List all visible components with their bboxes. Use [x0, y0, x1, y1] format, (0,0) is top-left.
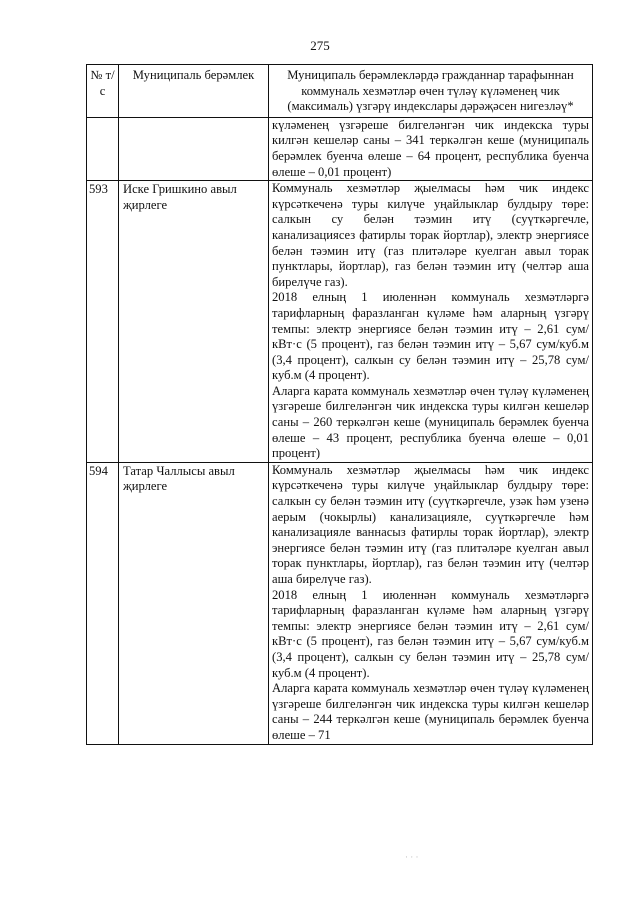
row-municipality [119, 117, 269, 180]
row-index-text [269, 117, 593, 180]
row-municipality: Иске Гришкино авыл җирлеге [119, 181, 269, 463]
table-header-row [87, 65, 593, 118]
scan-speckle: · · · [405, 852, 419, 862]
paragraph: 2018 елның 1 июленнән коммуналь хезмәтләргә тарифларның фаразланган күләме һәм аларның үзгәрү темпы: электр энергиясе белән тәэмин итү – 2,61 сум/кВт·с (5 процент), газ белән тәэмин итү – 5,67 сум/куб.м (3,4 процент), салкын су белән тәэмин итү – 25,78 сум/куб.м (4 процент). [272, 587, 589, 680]
table-row [87, 117, 593, 180]
paragraph: 2018 елның 1 июленнән коммуналь хезмәтләргә тарифларның фаразланган күләме һәм аларның үзгәрү темпы: электр энергиясе белән тәэмин итү – 2,61 сум/кВт·с (5 процент), газ белән тәэмин итү – 5,67 сум/куб.м (3,4 процент), салкын су белән тәэмин итү – 25,78 сум/куб.м (4 процент). [272, 290, 589, 383]
paragraph: Аларга карата коммуналь хезмәтләр өчен түләү күләменең үзгәреше билгеләнгән чик индекска туры килгән кешеләр саны – 260 теркәлгән кеше (муниципаль берәмлек буенча өлеше – 43 процент, республика буенча өлеше – 0,01 процент) [272, 383, 589, 461]
paragraph: күләменең үзгәреше билгеләнгән чик индекска туры килгән кешеләр саны – 341 теркәлгән кеше (муниципаль берәмлек буенча өлеше – 64 процент, республика буенча өлеше – 0,01 процент) [272, 117, 589, 179]
header-index-justification: Муниципаль берәмлекләрдә гражданнар тарафыннан коммуналь хезмәтләр өчен түләү күләменең чик (максималь) үзгәрү индекслары дәрәҗәсен нигезләү* [269, 65, 593, 118]
header-number: № т/с [87, 65, 119, 118]
paragraph: Коммуналь хезмәтләр җыелмасы һәм чик индекс күрсәткеченә туры килүче уңайлыклар булдыру төре: салкын су белән тәэмин итү (суүткәргечле, канализациясез фатирлы торак йортлар), электр энергиясе белән тәэмин итү (газ плитәләре куелган авыл торак пунктлары, йортлар), газ белән тәэмин итү (челтәр аша бирелүче газ). [272, 181, 589, 289]
row-number: 593 [87, 181, 119, 463]
municipal-index-table [86, 64, 593, 745]
header-municipality: Муниципаль берәмлек [119, 65, 269, 118]
row-number: 594 [87, 462, 119, 744]
table-row [87, 462, 593, 744]
row-municipality: Татар Чаллысы авыл җирлеге [119, 462, 269, 744]
row-number [87, 117, 119, 180]
table-row [87, 181, 593, 463]
paragraph: Аларга карата коммуналь хезмәтләр өчен түләү күләменең үзгәреше билгеләнгән чик индекска туры килгән кешеләр саны – 244 теркәлгән кеше (муниципаль берәмлек буенча өлеше – 71 [272, 681, 589, 742]
page-number: 275 [310, 38, 330, 53]
paragraph: Коммуналь хезмәтләр җыелмасы һәм чик индекс күрсәткеченә туры килүче уңайлыклар булдыру төре: салкын су белән тәэмин итү (суүткәргечле, узәк һәм узенә аерым (чокырлы) канализацияле, суүткәргечле һәм канализацияле ваннасыз фатирлы торак йортлар), электр энергиясе белән тәэмин итү (газ плитәләре куелган авыл торак пунктлары, йортлар), газ белән тәэмин итү (челтәр аша бирелүче газ). [272, 462, 589, 586]
row-index-text [269, 181, 593, 463]
row-index-text [269, 462, 593, 744]
